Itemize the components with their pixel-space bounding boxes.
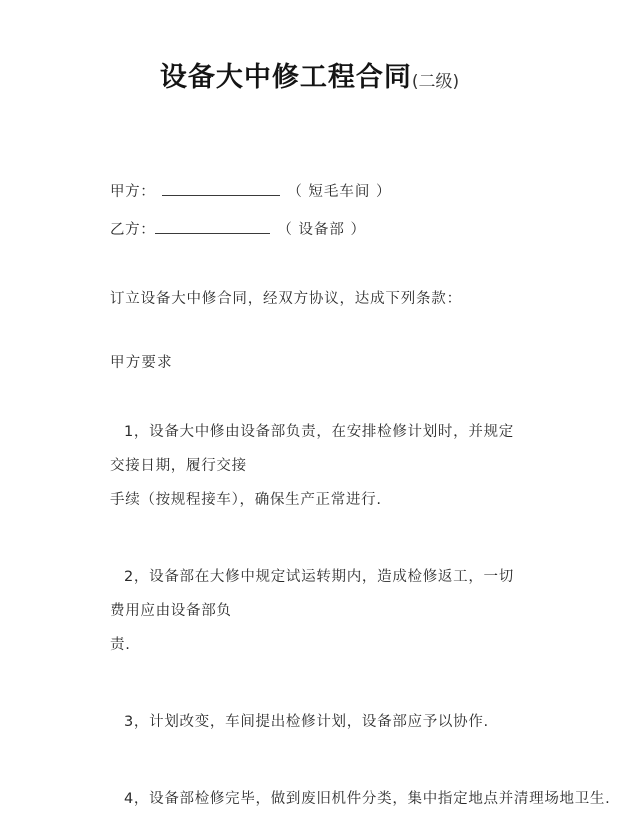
party-b-note: （ 设备部 ） (277, 222, 367, 238)
clause-2-line-2: 责. (110, 637, 131, 653)
clause-1-line-2: 手续（按规程接车），确保生产正常进行. (110, 492, 382, 508)
clause-2-line-1: 2，设备部在大修中规定试运转期内，造成检修返工，一切费用应由设备部负 (110, 569, 514, 619)
intro-paragraph: 订立设备大中修合同，经双方协议，达成下列条款： (110, 291, 462, 307)
clause-item-4 (110, 782, 611, 816)
clause-item-1 (110, 415, 522, 517)
party-a-note: （ 短毛车间 ） (287, 184, 392, 200)
document-body (110, 180, 611, 816)
clause-3-line-1: 3，计划改变，车间提出检修计划，设备部应予以协作. (124, 714, 489, 730)
page-title-level-suffix: (二级) (411, 72, 460, 92)
party-a-fill-blank[interactable] (162, 181, 280, 196)
page-title-main: 设备大中修工程合同 (159, 62, 412, 93)
page-title (0, 62, 619, 94)
clause-4-line-1: 4，设备部检修完毕，做到废旧机件分类，集中指定地点并清理场地卫生. (124, 791, 611, 807)
clause-1-line-1: 1，设备大中修由设备部负责，在安排检修计划时，并规定交接日期，履行交接 (110, 424, 514, 474)
clause-item-3 (110, 705, 530, 739)
party-row-second (110, 218, 530, 239)
party-row-first (110, 180, 530, 201)
clause-item-2 (110, 560, 522, 662)
party-b-fill-blank[interactable] (155, 219, 270, 234)
section-heading-party-a-requirements: 甲方要求 (110, 355, 173, 371)
party-a-label: 甲方： (110, 184, 156, 200)
party-b-label: 乙方： (110, 222, 156, 238)
